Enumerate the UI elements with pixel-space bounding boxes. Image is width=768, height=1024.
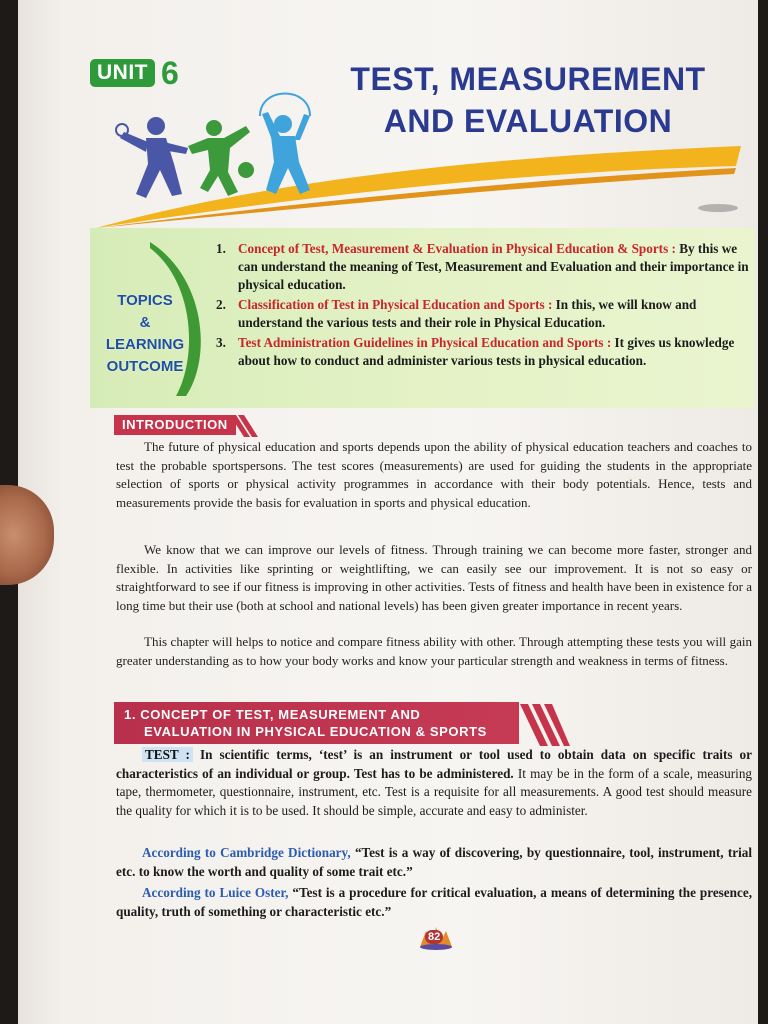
- section-heading-line1: 1. CONCEPT OF TEST, MEASUREMENT AND: [124, 707, 421, 722]
- unit-label: UNIT: [90, 59, 155, 87]
- athletes-illustration-icon: [96, 86, 326, 216]
- section-heading-line2: EVALUATION IN PHYSICAL EDUCATION & SPORTS: [144, 724, 487, 739]
- oster-quote: According to Luice Oster, “Test is a procedure for critical evaluation, a means of determining the presence, quality, truth of something or characteristic etc.”: [116, 885, 752, 919]
- stripes-decoration: [228, 413, 260, 439]
- introduction-tag: INTRODUCTION: [114, 415, 236, 435]
- topic-heading: Classification of Test in Physical Education and Sports :: [238, 297, 553, 312]
- list-item: 2. Classification of Test in Physical Education and Sports : In this, we will know and understand the various tests and their role in Physical Education.: [216, 297, 697, 330]
- list-item: 3. Test Administration Guidelines in Physical Education and Sports : It gives us knowledge about how to conduct and administer various tests in physical education.: [216, 335, 735, 368]
- quote-source: According to Luice Oster,: [142, 885, 289, 900]
- section-heading-banner: [114, 702, 519, 744]
- textbook-page: [18, 0, 758, 1024]
- topic-heading: Concept of Test, Measurement & Evaluation in Physical Education & Sports :: [238, 241, 676, 256]
- chapter-title-line2: AND EVALUATION: [383, 103, 673, 139]
- topic-heading: Test Administration Guidelines in Physical Education and Sports :: [238, 335, 612, 350]
- topic-text: It gives us knowledge about how to conduct and administer various tests in physical education.: [238, 335, 735, 368]
- intro-paragraph-2: We know that we can improve our levels of fitness. Through training we can become more faster, stronger and flexible. In activities like sprinting or weightlifting, we can easily see our improvement. It is not so easy or straightforward to see if our fitness is improving in other activities. Tests of fitness and health have been in existence for a long time but their use (both at school and national levels) has been given greater importance in recent years.: [116, 542, 752, 613]
- unit-number: 6: [161, 54, 179, 91]
- cambridge-quote: According to Cambridge Dictionary, “Test is a way of discovering, by questionnaire, tool, instrument, trial etc. to know the worth and quality of some trait etc.”: [116, 845, 752, 879]
- chapter-title: [348, 58, 708, 142]
- intro-paragraph-1: The future of physical education and sports depends upon the ability of physical education teachers and coaches to test the probable sportspersons. The test scores (measurements) are used for guiding the students in the appropriate selection of sports or physical activity programmes in accordance with their body potentials. Hence, tests and measurements provide the basis for evaluation in sports and physical education.: [116, 439, 752, 510]
- topic-text: By this we can understand the meaning of Test, Measurement and Evaluation and their importance in physical education.: [238, 241, 749, 292]
- topic-text: In this, we will know and understand the various tests and their role in Physical Education.: [238, 297, 697, 330]
- chapter-title-line1: TEST, MEASUREMENT: [350, 61, 706, 97]
- topics-learning-outcome-box: [90, 228, 755, 408]
- list-item: 1. Concept of Test, Measurement & Evaluation in Physical Education & Sports : By this we can understand the meaning of Test, Measurement and Evaluation and their importance in physical education.: [216, 241, 749, 292]
- test-definition: TEST : In scientific terms, ‘test’ is an instrument or tool used to obtain data on specific traits or characteristics of an individual or group. Test has to be administered. It may be in the form of a scale, measuring tape, thermometer, questionnaire, instrument, etc. Test is a requisite for all measurements. A good test should measure the quality for which it is to be used. It should be simple, accurate and easy to administer.: [116, 747, 753, 818]
- test-term: TEST :: [142, 747, 193, 762]
- stripes-decoration: [518, 702, 572, 748]
- topics-list: [216, 240, 750, 372]
- page-number: 82: [425, 930, 443, 944]
- topics-label: TOPICS & LEARNING OUTCOME: [105, 292, 185, 375]
- intro-paragraph-3: This chapter will helps to notice and compare fitness ability with other. Through attempting these tests you will gain greater understanding as to how your body works and know your particular strength and weakness in terms of fitness.: [116, 634, 752, 668]
- page-number-badge: [416, 925, 456, 951]
- quote-source: According to Cambridge Dictionary,: [142, 845, 351, 860]
- unit-badge: [90, 56, 179, 90]
